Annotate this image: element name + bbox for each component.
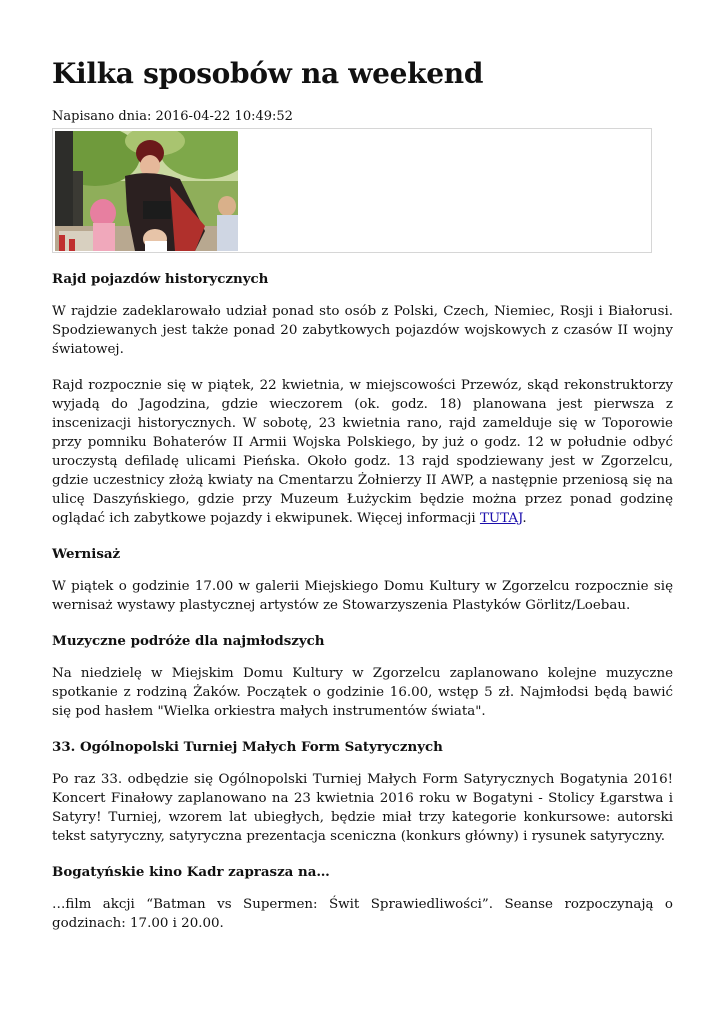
section-paragraph: Po raz 33. odbędzie się Ogólnopolski Turniej Małych Form Satyrycznych Bogatynia 2016! Koncert Finałowy zaplanowano na 23 kwietnia 2016 roku w Bogatyni - Stolicy Łgarstwa i Satyry! Turniej, wzorem lat ubiegłych, będzie miał trzy kategorie konkursowe: autorski tekst satyryczny, satyryczna prezentacja sceniczna (konkurs główny) i rysunek satyryczny.: [52, 772, 673, 844]
section-heading: 33. Ogólnopolski Turniej Małych Form Satyrycznych: [52, 739, 443, 755]
more-info-link[interactable]: TUTAJ: [479, 511, 523, 526]
article-date: Napisano dnia: 2016-04-22 10:49:52: [52, 109, 293, 124]
section-heading: Rajd pojazdów historycznych: [52, 271, 269, 287]
paragraph-text: Rajd rozpocznie się w piątek, 22 kwietnia, w miejscowości Przewóz, skąd rekonstruktorzy wyjadą do Jagodzina, gdzie wieczorem (ok. godz. 18) planowana jest pierwsza z inscenizacji historycznych. W sobotę, 23 kwietnia rano, rajd zamelduje się w Toporowie przy pomniku Bohaterów II Armii Wojska Polskiego, by już o godz. 12 w południe odbyć uroczystą defiladę ulicami Pieńska. Około godz. 13 rajd spodziewany jest w Zgorzelcu, gdzie uczestnicy złożą kwiaty na Cmentarzu Żołnierzy II AWP, a następnie przeniosą się na ulicę Daszyńskiego, gdzie przy Muzeum Łużyckim będzie można przez ponad godzinę oglądać ich zabytkowe pojazdy i ekwipunek. Więcej informacji: [52, 378, 673, 526]
section-paragraph: W piątek o godzinie 17.00 w galerii Miejskiego Domu Kultury w Zgorzelcu rozpocznie się wernisaż wystawy plastycznej artystów ze Stowarzyszenia Plastyków Görlitz/Loebau.: [52, 579, 673, 613]
section-heading: Muzyczne podróże dla najmłodszych: [52, 633, 325, 649]
section-heading: Wernisaż: [52, 546, 121, 562]
section-paragraph: [52, 376, 673, 528]
section-heading: Bogatyńskie kino Kadr zaprasza na…: [52, 864, 330, 880]
article: [52, 0, 673, 933]
article-photo: [55, 131, 238, 251]
article-title: Kilka sposobów na weekend: [52, 57, 484, 90]
section-paragraph: W rajdzie zadeklarowało udział ponad sto osób z Polski, Czech, Niemiec, Rosji i Białorusi. Spodziewanych jest także ponad 20 zabytkowych pojazdów wojskowych z czasów II wojny światowej.: [52, 304, 673, 357]
section-paragraph: Na niedzielę w Miejskim Domu Kultury w Zgorzelcu zaplanowano kolejne muzyczne spotkanie z rodziną Żaków. Początek o godzinie 16.00, wstęp 5 zł. Najmłodsi będą bawić się pod hasłem "Wielka orkiestra małych instrumentów świata".: [52, 666, 673, 719]
link-suffix: .: [522, 511, 527, 526]
section-paragraph: …film akcji “Batman vs Supermen: Świt Sprawiedliwości”. Seanse rozpoczynają o godzinach: 17.00 i 20.00.: [52, 897, 673, 931]
article-image-frame: [52, 128, 652, 253]
